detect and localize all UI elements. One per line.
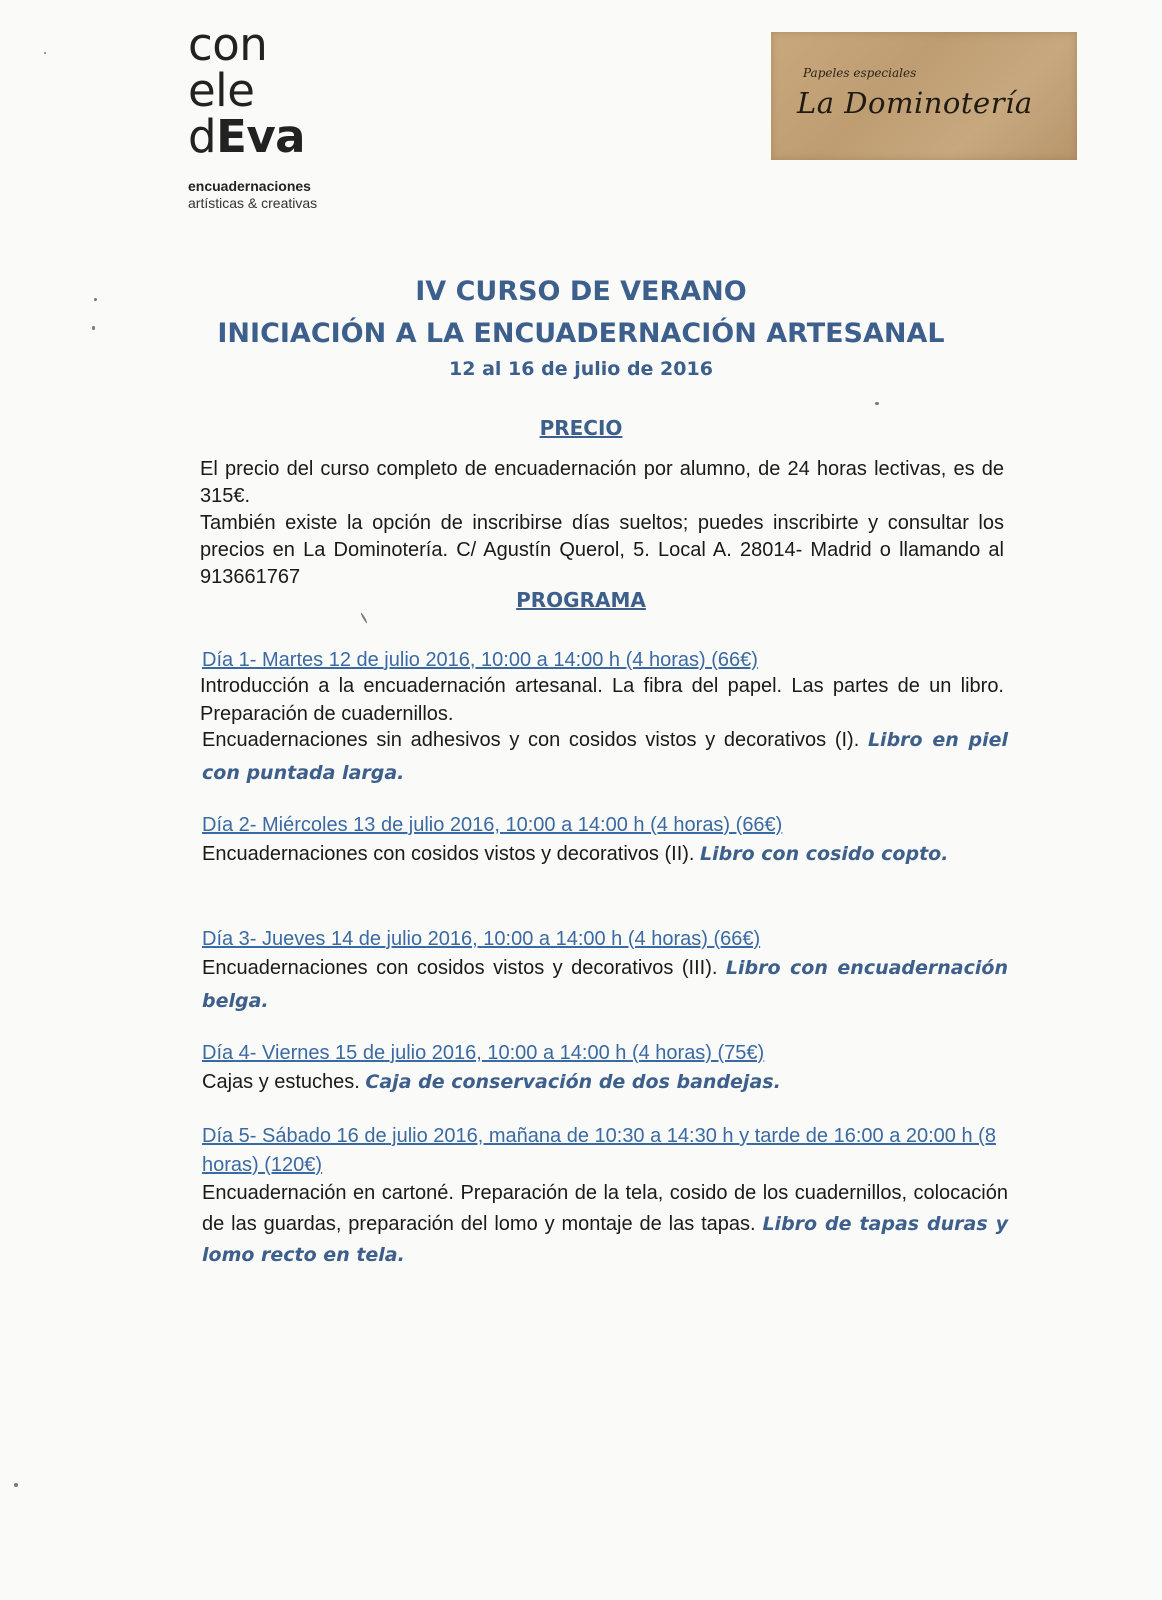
day-5-heading: Día 5- Sábado 16 de julio 2016, mañana de 10:30 a 14:30 h y tarde de 16:00 a 20:00 h (8 horas) (120€) bbox=[202, 1125, 996, 1176]
day-5-text: Encuadernación en cartoné. Preparación de la tela, cosido de los cuadernillos, colocación de las guardas, preparación del lomo y montaje de las tapas. bbox=[202, 1182, 1008, 1235]
day-1-body bbox=[202, 724, 1008, 790]
logo-line-3-a: d bbox=[188, 110, 217, 163]
day-2-highlight: Libro con cosido copto. bbox=[700, 843, 949, 865]
day-1-highlight: Libro en piel con puntada larga. bbox=[202, 729, 1008, 784]
title-line-2: INICIACIÓN A LA ENCUADERNACIÓN ARTESANAL bbox=[217, 318, 945, 349]
day-3-body bbox=[202, 952, 1008, 1018]
logo-subtitle-1: encuadernaciones bbox=[188, 178, 311, 194]
scan-speck bbox=[875, 402, 879, 405]
precio-heading bbox=[0, 416, 1162, 440]
day-3-text: Encuadernaciones con cosidos vistos y decorativos (III). bbox=[202, 957, 718, 979]
day-1-text-2: Encuadernaciones sin adhesivos y con cosidos vistos y decorativos (I). bbox=[202, 729, 860, 751]
programa-heading bbox=[0, 588, 1162, 612]
con-ele-deva-logo bbox=[188, 18, 368, 211]
scan-speck bbox=[44, 52, 46, 54]
logo-right-big-text: La Dominotería bbox=[797, 86, 1033, 120]
title-dates: 12 al 16 de julio de 2016 bbox=[449, 358, 713, 380]
day-4-body bbox=[202, 1066, 1008, 1099]
precio-paragraph-1: El precio del curso completo de encuadernación por alumno, de 24 horas lectivas, es de 315€. bbox=[200, 458, 1004, 507]
precio-heading-text: PRECIO bbox=[539, 416, 623, 440]
scan-speck bbox=[360, 612, 368, 623]
day-5-highlight: Libro de tapas duras y lomo recto en tela. bbox=[202, 1213, 1008, 1266]
day-3-heading: Día 3- Jueves 14 de julio 2016, 10:00 a 14:00 h (4 horas) (66€) bbox=[202, 928, 761, 950]
precio-paragraph-2: También existe la opción de inscribirse días sueltos; puedes inscribirte y consultar los precios en La Dominotería. C/ Agustín Querol, 5. Local A. 28014- Madrid o llamando al 913661767 bbox=[200, 512, 1004, 588]
logo-line-3-b: Eva bbox=[216, 110, 306, 163]
scan-speck bbox=[14, 1483, 18, 1487]
day-4-highlight: Caja de conservación de dos bandejas. bbox=[365, 1071, 781, 1093]
logo-right-small-text: Papeles especiales bbox=[803, 66, 917, 80]
logo-line-3 bbox=[188, 110, 368, 163]
day-4-heading: Día 4- Viernes 15 de julio 2016, 10:00 a 14:00 h (4 horas) (75€) bbox=[202, 1042, 765, 1064]
logo-line-1: con bbox=[188, 18, 268, 71]
programa-heading-text: PROGRAMA bbox=[516, 588, 646, 612]
day-2-heading: Día 2- Miércoles 13 de julio 2016, 10:00 a 14:00 h (4 horas) (66€) bbox=[202, 814, 783, 836]
day-1-heading: Día 1- Martes 12 de julio 2016, 10:00 a 14:00 h (4 horas) (66€) bbox=[202, 649, 758, 671]
day-5-body bbox=[202, 1178, 1008, 1271]
logo-line-2: ele bbox=[188, 64, 255, 117]
day-2-text: Encuadernaciones con cosidos vistos y decorativos (II). bbox=[202, 843, 695, 865]
scan-speck bbox=[94, 298, 97, 301]
la-dominoteria-logo bbox=[771, 32, 1077, 160]
scan-speck bbox=[92, 326, 95, 330]
day-4-text: Cajas y estuches. bbox=[202, 1071, 360, 1093]
day-1-text: Introducción a la encuadernación artesanal. La fibra del papel. Las partes de un libro. Preparación de cuadernillos. bbox=[200, 675, 1004, 725]
day-2-body bbox=[202, 838, 1008, 871]
title-line-1: IV CURSO DE VERANO bbox=[415, 276, 747, 307]
logo-subtitle-2: artísticas & creativas bbox=[188, 195, 318, 211]
day-3-highlight: Libro con encuadernación belga. bbox=[202, 957, 1008, 1012]
